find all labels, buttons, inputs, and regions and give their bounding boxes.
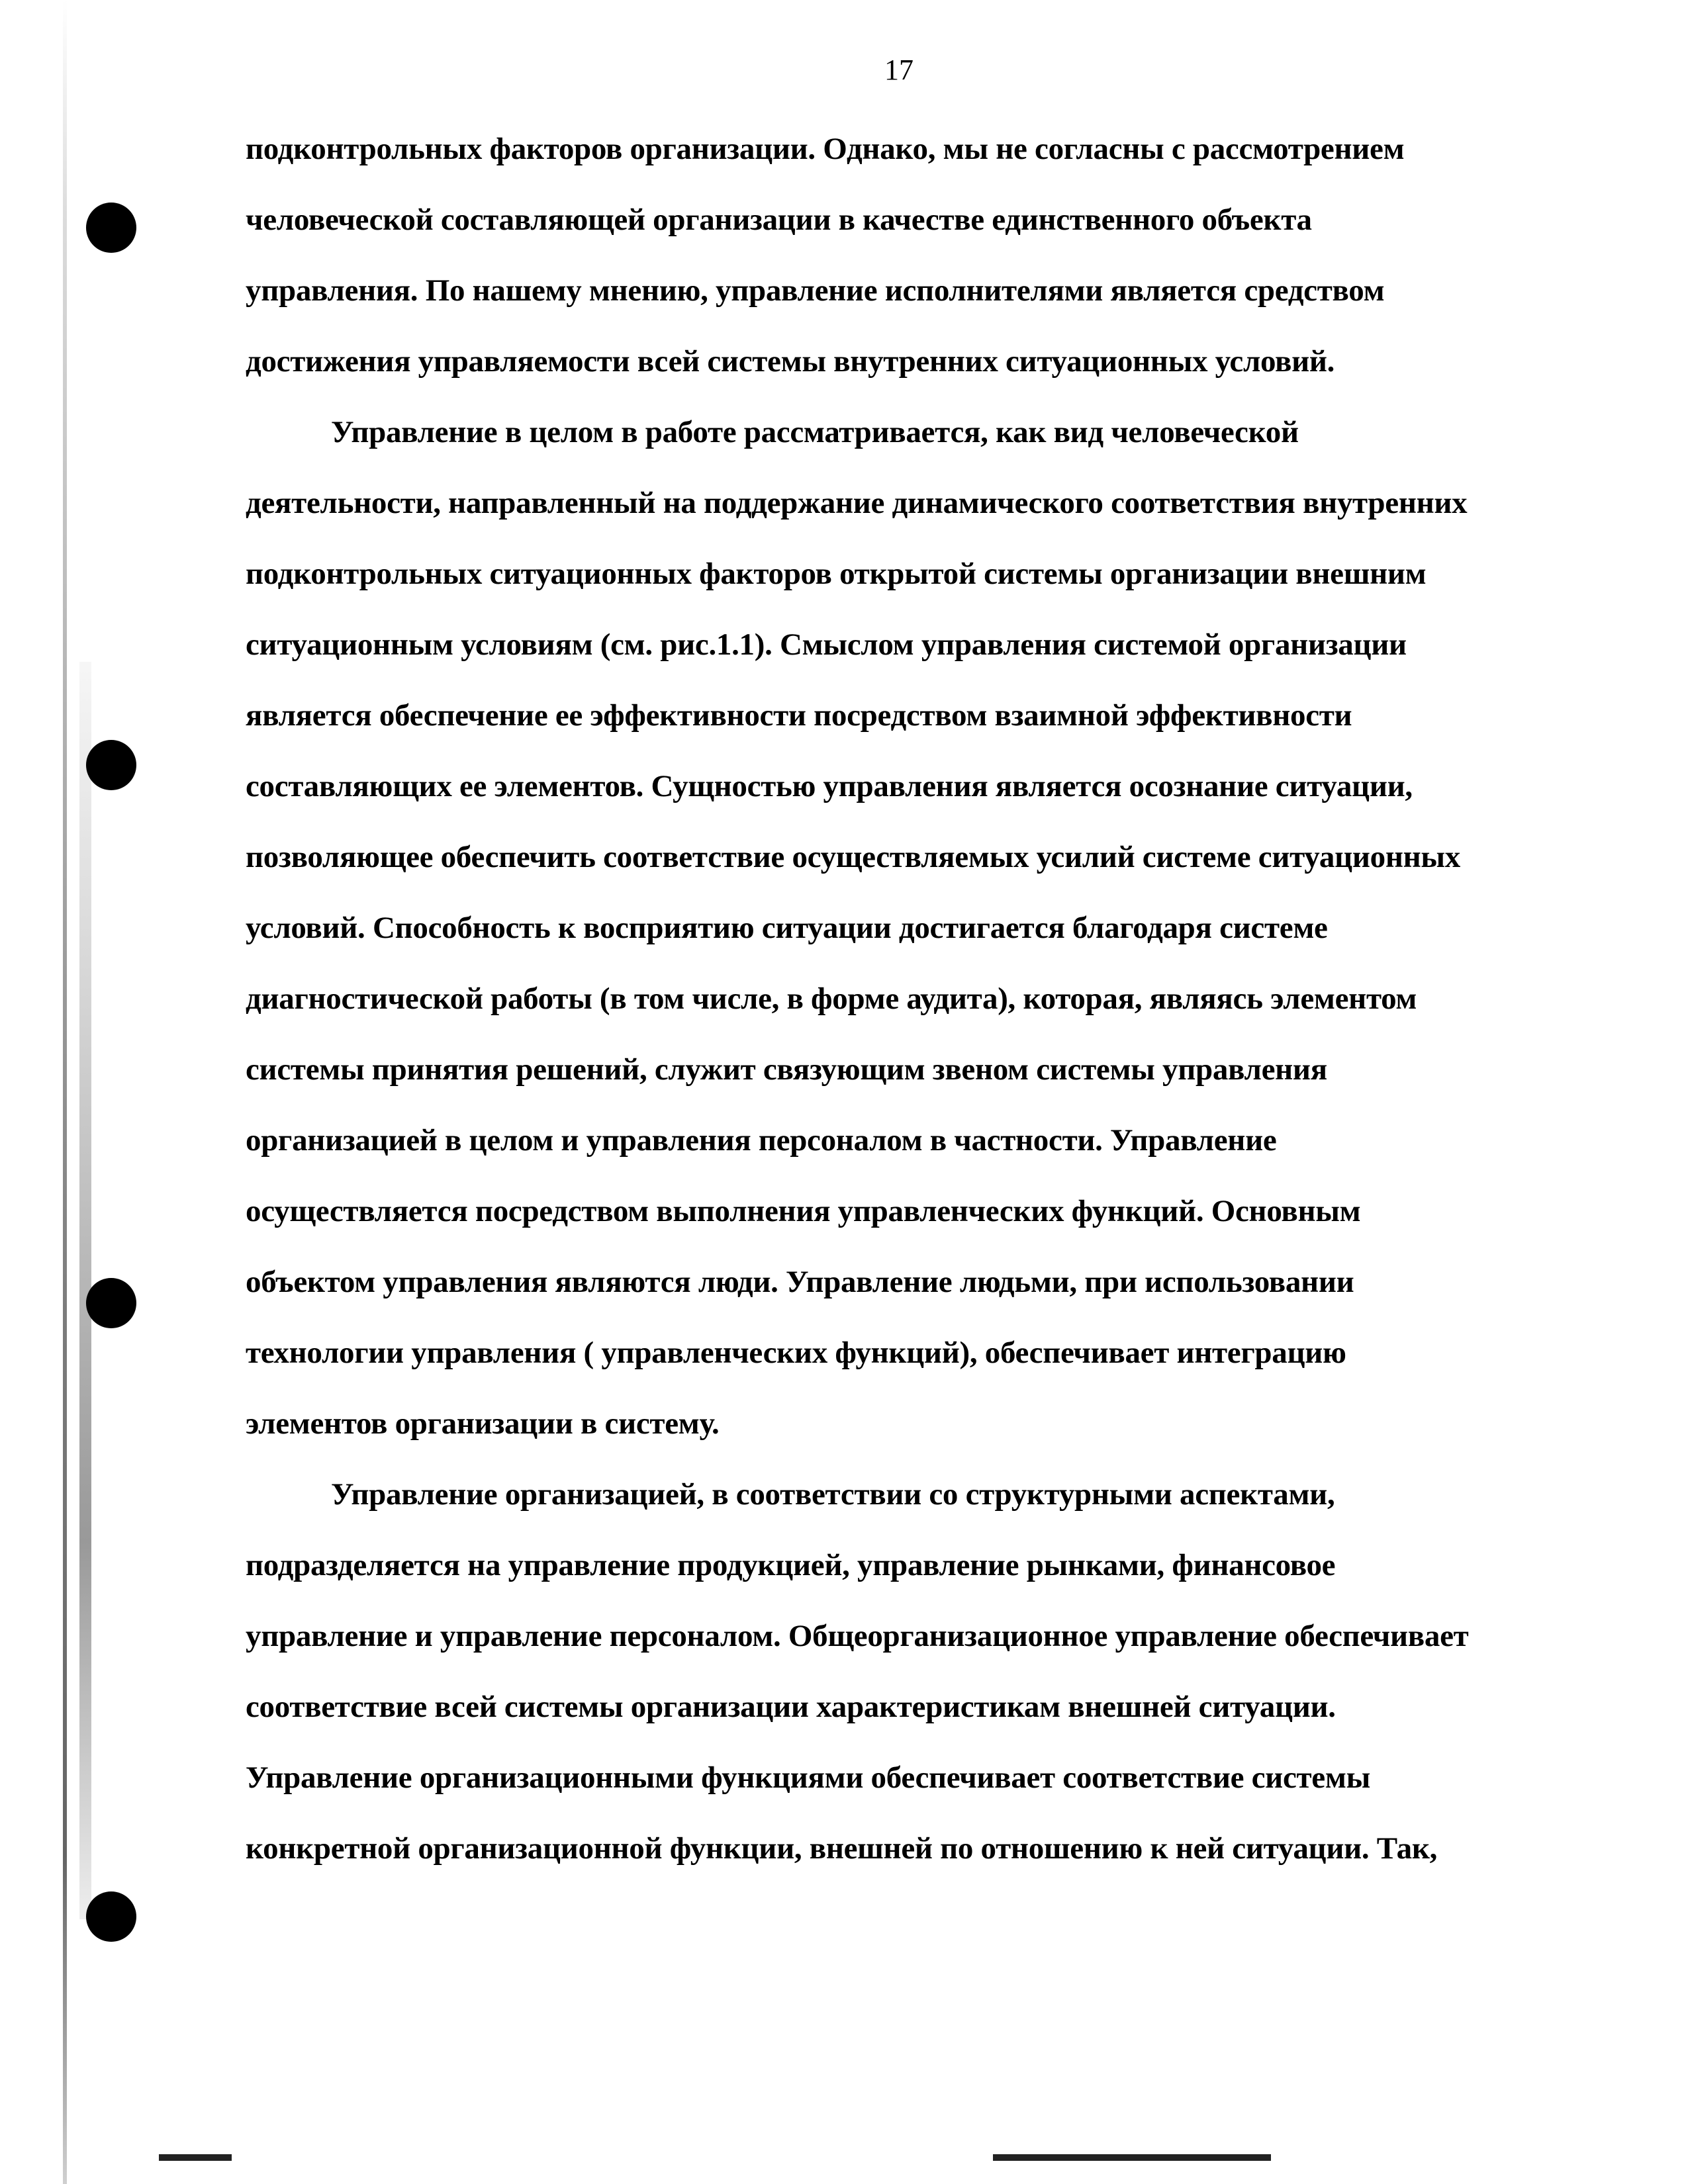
text-line: Управление в целом в работе рассматривается, как вид человеческой bbox=[331, 415, 1299, 449]
text-line: является обеспечение ее эффективности посредством взаимной эффективности bbox=[246, 698, 1352, 733]
text-line: объектом управления являются люди. Управление людьми, при использовании bbox=[246, 1265, 1354, 1299]
text-line: ситуационным условиям (см. рис.1.1). Смыслом управления системой организации bbox=[246, 627, 1407, 662]
text-line: организацией в целом и управления персоналом в частности. Управление bbox=[246, 1123, 1277, 1158]
punch-hole bbox=[86, 1891, 136, 1942]
text-line: управления. По нашему мнению, управление исполнителями является средством bbox=[246, 273, 1385, 308]
text-line: подконтрольных ситуационных факторов открытой системы организации внешним bbox=[246, 557, 1427, 591]
text-line: управление и управление персоналом. Общеорганизационное управление обеспечивает bbox=[246, 1619, 1469, 1653]
scan-artifact bbox=[993, 2154, 1271, 2161]
scan-artifact bbox=[159, 2154, 232, 2161]
text-line: человеческой составляющей организации в качестве единственного объекта bbox=[246, 203, 1312, 237]
punch-hole bbox=[86, 203, 136, 253]
text-line: составляющих ее элементов. Сущностью управления является осознание ситуации, bbox=[246, 769, 1413, 803]
text-line: подконтрольных факторов организации. Однако, мы не согласны с рассмотрением bbox=[246, 132, 1405, 166]
text-line: диагностической работы (в том числе, в форме аудита), которая, являясь элементом bbox=[246, 981, 1417, 1016]
text-line: элементов организации в систему. bbox=[246, 1406, 720, 1441]
punch-hole bbox=[86, 740, 136, 790]
text-line: Управление организационными функциями обеспечивает соответствие системы bbox=[246, 1760, 1370, 1795]
text-line: подразделяется на управление продукцией, управление рынками, финансовое bbox=[246, 1548, 1336, 1582]
text-line: системы принятия решений, служит связующим звеном системы управления bbox=[246, 1052, 1327, 1087]
text-line: деятельности, направленный на поддержание динамического соответствия внутренних bbox=[246, 486, 1468, 520]
text-line: условий. Способность к восприятию ситуации достигается благодаря системе bbox=[246, 911, 1328, 945]
text-line: технологии управления ( управленческих функций), обеспечивает интеграцию bbox=[246, 1336, 1346, 1370]
text-line: Управление организацией, в соответствии со структурными аспектами, bbox=[331, 1477, 1335, 1512]
punch-hole bbox=[86, 1278, 136, 1328]
text-line: конкретной организационной функции, внешней по отношению к ней ситуации. Так, bbox=[246, 1831, 1438, 1866]
text-line: осуществляется посредством выполнения управленческих функций. Основным bbox=[246, 1194, 1361, 1228]
scan-edge-shadow bbox=[63, 0, 67, 2184]
text-line: соответствие всей системы организации характеристикам внешней ситуации. bbox=[246, 1690, 1336, 1724]
page-number: 17 bbox=[884, 54, 914, 86]
text-line: позволяющее обеспечить соответствие осуществляемых усилий системе ситуационных bbox=[246, 840, 1460, 874]
text-line: достижения управляемости всей системы внутренних ситуационных условий. bbox=[246, 344, 1335, 379]
